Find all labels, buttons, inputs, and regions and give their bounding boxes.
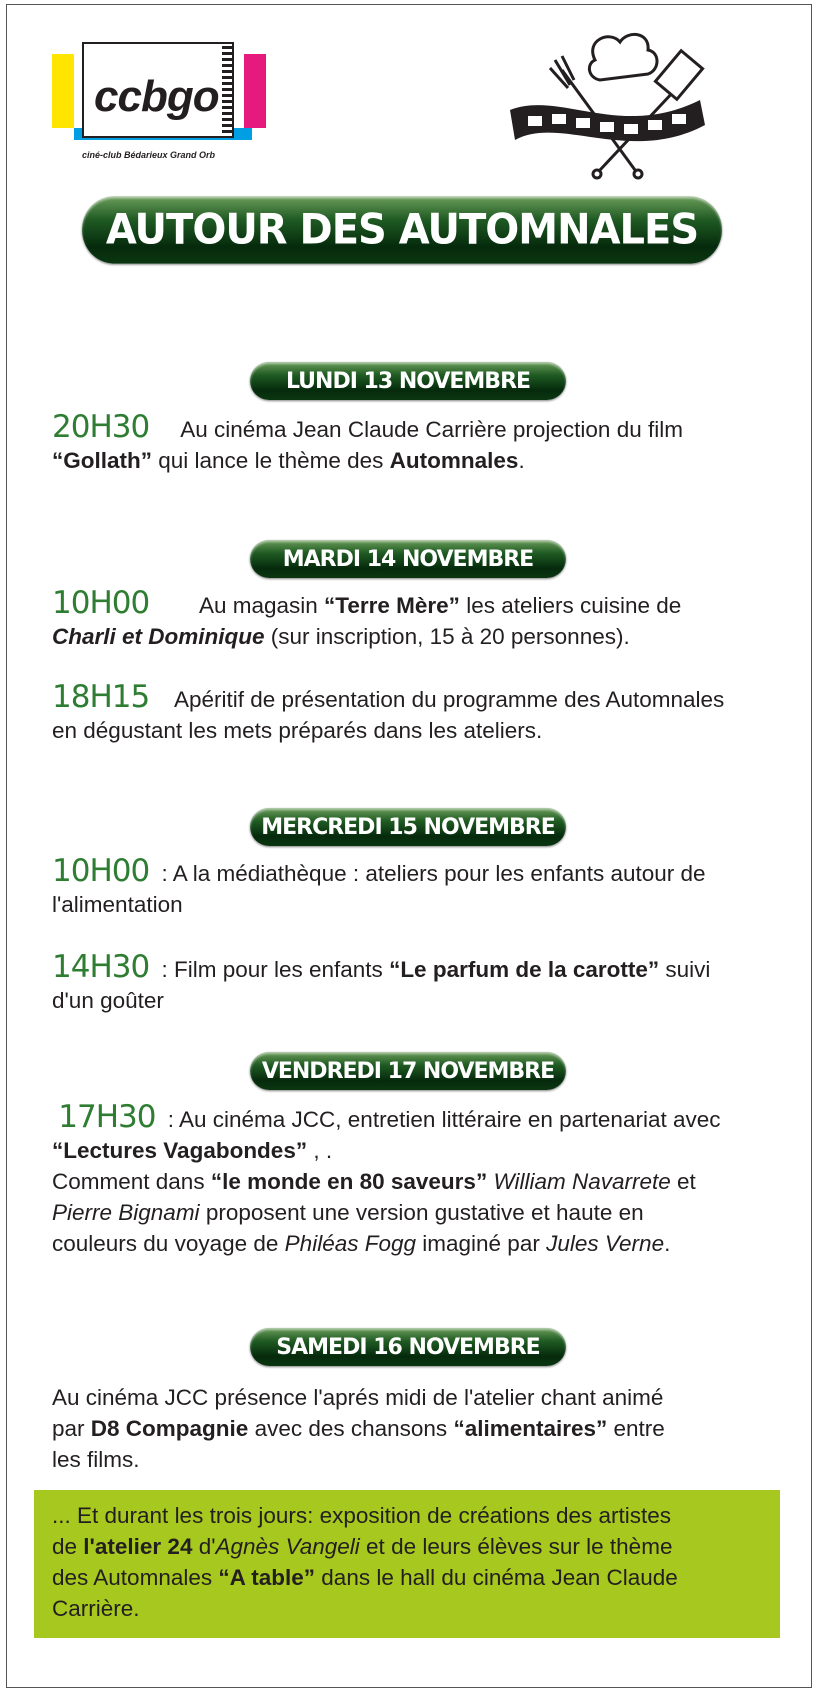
day-header-mercredi: MERCREDI 15 NOVEMBRE [250, 808, 566, 846]
event-text: suivi [659, 957, 711, 982]
ccbgo-logo [52, 42, 282, 182]
event-time: 18H15 [52, 679, 150, 715]
film-title: “Le parfum de la carotte” [389, 957, 660, 982]
event-samedi [52, 1382, 782, 1475]
event-time: 17H30 [58, 1099, 156, 1135]
event-text: des Automnales [52, 1565, 219, 1590]
event-mardi-1000 [52, 585, 782, 652]
event-text: . [664, 1231, 671, 1256]
main-title: AUTOUR DES AUTOMNALES [82, 196, 722, 263]
logo-text: ccbgo [94, 72, 219, 121]
shop-name: “Terre Mère” [324, 593, 460, 618]
event-time: 14H30 [52, 949, 150, 985]
event-text: l'alimentation [52, 892, 183, 917]
event-text: les films. [52, 1447, 140, 1472]
event-text: qui lance le thème des [152, 448, 390, 473]
book-title: “le monde en 80 saveurs” [210, 1169, 488, 1194]
atelier-name: l'atelier 24 [83, 1534, 193, 1559]
event-lundi-2030 [52, 409, 782, 476]
event-text: en dégustant les mets préparés dans les ateliers. [52, 718, 543, 743]
day-header-lundi: LUNDI 13 NOVEMBRE [250, 362, 566, 400]
event-vendredi-1730 [52, 1099, 782, 1259]
event-text: entre [607, 1416, 665, 1441]
event-text: et de leurs élèves sur le thème [359, 1534, 673, 1559]
event-bold: “alimentaires” [453, 1416, 608, 1441]
event-text: de [52, 1534, 84, 1559]
day-header-mardi: MARDI 14 NOVEMBRE [250, 540, 566, 578]
author-name: Pierre Bignami [52, 1200, 200, 1225]
event-text: Apéritif de présentation du programme des Automnales [173, 687, 725, 712]
logo-magenta-bar [244, 54, 266, 128]
event-text: d'un goûter [52, 988, 164, 1013]
event-text: proposent une version gustative et haute en [199, 1200, 644, 1225]
company-name: D8 Compagnie [90, 1416, 249, 1441]
event-mercredi-1000 [52, 853, 782, 920]
event-time: 20H30 [52, 409, 150, 445]
event-text: et [670, 1169, 696, 1194]
theme-name: “A table” [218, 1565, 316, 1590]
event-bold: Automnales [389, 448, 519, 473]
author-name: William Navarrete [487, 1169, 671, 1194]
artist-name: Agnès Vangeli [215, 1534, 360, 1559]
event-text: d' [192, 1534, 216, 1559]
exhibition-text [52, 1500, 782, 1624]
event-mardi-1815 [52, 679, 782, 746]
day-header-vendredi: VENDREDI 17 NOVEMBRE [250, 1052, 566, 1090]
event-mercredi-1430 [52, 949, 782, 1016]
event-time: 10H00 [52, 853, 150, 889]
author-name: Jules Verne [546, 1231, 665, 1256]
host-names: Charli et Dominique [52, 624, 265, 649]
event-text: dans le hall du cinéma Jean Claude [315, 1565, 678, 1590]
film-cooking-illustration [500, 30, 750, 180]
event-text: : Film pour les enfants [155, 957, 390, 982]
event-text: . [518, 448, 525, 473]
logo-subtitle: ciné-club Bédarieux Grand Orb [82, 150, 216, 160]
event-text: les ateliers cuisine de [459, 593, 682, 618]
partner-name: “Lectures Vagabondes” [52, 1138, 308, 1163]
event-text: Comment dans [52, 1169, 211, 1194]
event-text: Au magasin [198, 593, 325, 618]
event-text: , . [307, 1138, 333, 1163]
event-text: : Au cinéma JCC, entretien littéraire en partenariat avec [161, 1107, 721, 1132]
event-text: couleurs du voyage de [52, 1231, 285, 1256]
event-text: par [52, 1416, 91, 1441]
film-title: “Gollath” [52, 448, 152, 473]
logo-yellow-bar [52, 54, 74, 128]
logo-film-strip [222, 46, 232, 136]
event-text: : A la médiathèque : ateliers pour les enfants autour de [155, 861, 706, 886]
event-time: 10H00 [52, 585, 150, 621]
event-text: (sur inscription, 15 à 20 personnes). [264, 624, 630, 649]
event-text: Carrière. [52, 1596, 140, 1621]
event-text: imaginé par [416, 1231, 547, 1256]
character-name: Philéas Fogg [284, 1231, 417, 1256]
day-header-samedi: SAMEDI 16 NOVEMBRE [250, 1328, 566, 1366]
event-text: Au cinéma Jean Claude Carrière projection du film [180, 417, 683, 442]
event-text: Au cinéma JCC présence l'aprés midi de l'atelier chant animé [52, 1385, 664, 1410]
event-text: avec des chansons [248, 1416, 454, 1441]
event-text: ... Et durant les trois jours: exposition de créations des artistes [52, 1503, 672, 1528]
